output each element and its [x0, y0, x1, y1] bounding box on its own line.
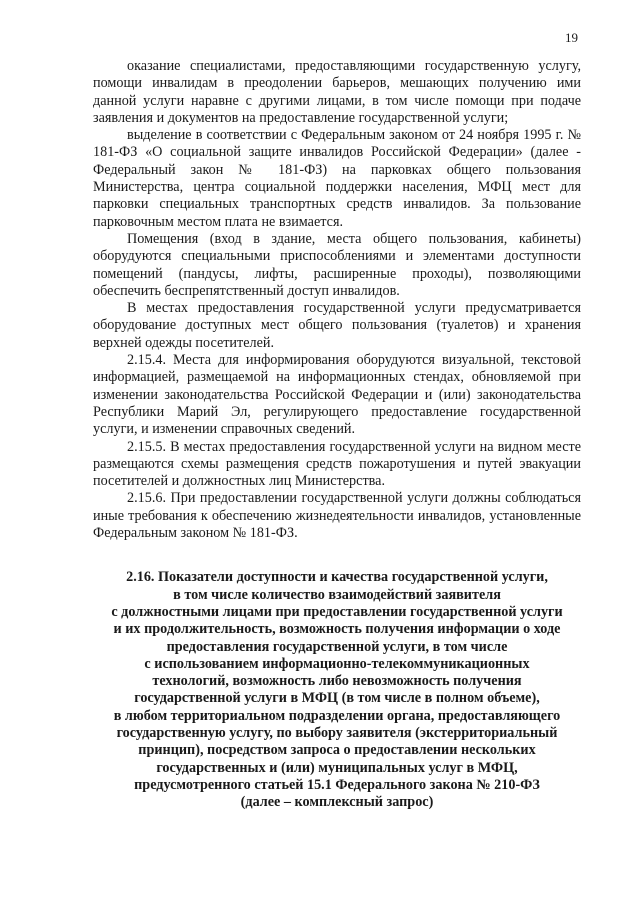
- paragraph-premises: Помещения (вход в здание, места общего пользования, кабинеты) оборудуются специальными приспособлениями и элементами доступности помещений (пандусы, лифты, расширенные проходы), позволяющими обеспечить беспрепятственный доступ инвалидов.: [93, 230, 581, 299]
- heading-line: принцип), посредством запроса о предоставлении нескольких: [138, 742, 536, 759]
- heading-line: государственную услугу, по выбору заявителя (экстерриториальный: [116, 724, 558, 741]
- heading-line: предоставления государственной услуги, в том числе: [166, 638, 508, 655]
- paragraph-2-15-5: 2.15.5. В местах предоставления государственной услуги на видном месте размещаются схемы размещения средств пожаротушения и путей эвакуации посетителей и должностных лиц Министерства.: [93, 438, 581, 490]
- heading-line: предусмотренного статьей 15.1 Федерального закона № 210-ФЗ: [134, 776, 540, 793]
- section-heading-2-16: [93, 569, 581, 811]
- paragraph-2-15-4: 2.15.4. Места для информирования оборудуются визуальной, текстовой информацией, размещаемой на информационных стендах, обновляемой при изменении законодательства Российской Федерации и (или) законодательства Республики Марий Эл, регулирующего предоставление государственной услуги, и изменении справочных сведений.: [93, 352, 581, 438]
- paragraph-restrooms: В местах предоставления государственной услуги предусматривается оборудование доступных мест общего пользования (туалетов) и хранения верхней одежды посетителей.: [93, 300, 581, 351]
- heading-line: и их продолжительность, возможность получения информации о ходе: [113, 621, 561, 638]
- document-body: [93, 58, 581, 811]
- heading-line: 2.16. Показатели доступности и качества государственной услуги,: [126, 569, 548, 586]
- heading-line: государственной услуги в МФЦ (в том числе в полном объеме),: [134, 690, 540, 707]
- heading-line: в том числе количество взаимодействий заявителя: [173, 586, 501, 603]
- paragraph-2-15-6: 2.15.6. При предоставлении государственной услуги должны соблюдаться иные требования к обеспечению жизнедеятельности инвалидов, установленные Федеральным законом № 181-ФЗ.: [93, 490, 581, 542]
- paragraph-parking: выделение в соответствии с Федеральным законом от 24 ноября 1995 г. № 181-ФЗ «О социальной защите инвалидов Российской Федерации» (далее - Федеральный закон № 181-ФЗ) на парковках общего пользования Министерства, центра социальной поддержки населения, МФЦ мест для парковки специальных транспортных средств инвалидов. За пользование парковочным местом плата не взимается.: [93, 127, 581, 230]
- paragraph-assistance: оказание специалистами, предоставляющими государственную услугу, помощи инвалидам в преодолении барьеров, мешающих получению ими данной услуги наравне с другими лицами, в том числе помощи при подаче заявления и документов на предоставление государственной услуги;: [93, 58, 581, 126]
- heading-line: с должностными лицами при предоставлении государственной услуги: [111, 603, 563, 620]
- heading-line: государственных и (или) муниципальных услуг в МФЦ,: [156, 759, 518, 776]
- heading-line: (далее – комплексный запрос): [240, 794, 434, 811]
- heading-line: технологий, возможность либо невозможность получения: [152, 673, 522, 690]
- heading-line: с использованием информационно-телекоммуникационных: [144, 655, 530, 672]
- heading-line: в любом территориальном подразделении органа, предоставляющего: [113, 707, 561, 724]
- page-number: 19: [565, 30, 578, 45]
